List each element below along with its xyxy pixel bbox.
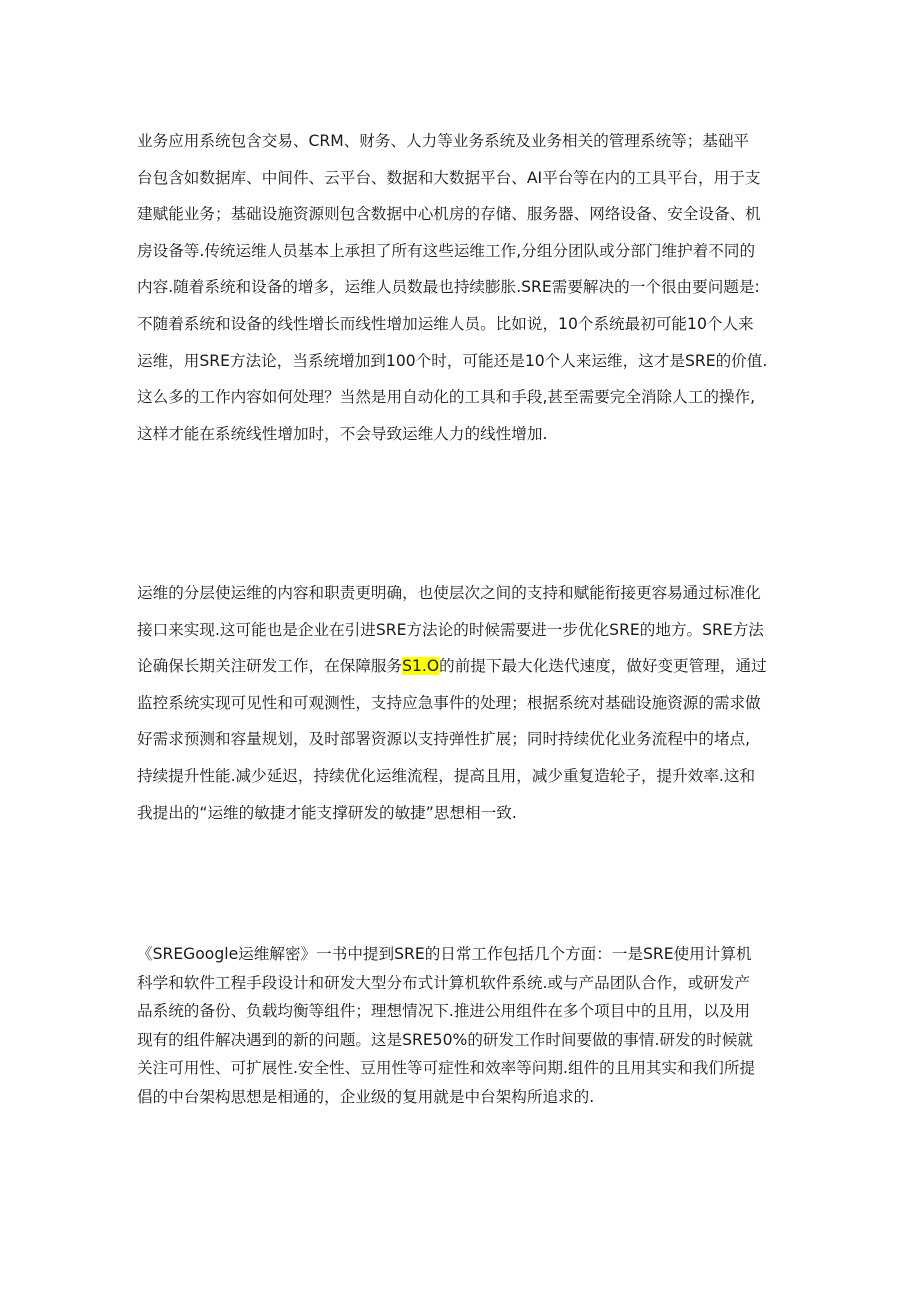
text-line: 这样才能在系统线性增加时，不会导致运维人力的线性增加.	[137, 424, 548, 443]
paragraph-layering	[137, 580, 817, 836]
paragraph-sre-scope	[137, 128, 817, 457]
text-segment: 论确保长期关注研发工作，在保障服务	[137, 657, 403, 676]
text-line: 《SREGoogle运维解密》一书中提到SRE的日常工作包括几个方面：一是SRE使用计算机	[137, 945, 752, 963]
text-line: 科学和软件工程手段设计和研发大型分布式计算机软件系统.或与产品团队合作，或研发产	[137, 973, 751, 992]
text-line: 业务应用系统包含交易、CRM、财务、人力等业务系统及业务相关的管理系统等；基础平	[137, 132, 750, 150]
text-line: 接口来实现.这可能也是企业在引进SRE方法论的时候需要进一步优化SRE的地方。SRE方法	[137, 620, 764, 639]
text-line: 监控系统实现可见性和可观测性，支持应急事件的处理；根据系统对基础设施资源的需求做	[137, 693, 761, 712]
text-line: 品系统的备份、负载均衡等组件；理想情况下.推进公用组件在多个项目中的且用，以及用	[137, 1002, 751, 1021]
text-line	[137, 653, 817, 690]
text-line: 房设备等.传统运维人员基本上承担了所有这些运维工作,分组分团队或分部门维护着不同的	[137, 241, 756, 260]
text-line: 倡的中台架构思想是相通的，企业级的复用就是中台架构所追求的.	[137, 1087, 595, 1106]
text-line: 内容.随着系统和设备的增多，运维人员数最也持续膨胀.SRE需要解决的一个很由要问题是:	[137, 278, 760, 297]
text-line: 台包含如数据库、中间件、云平台、数据和大数据平台、AI平台等在内的工具平台，用于支	[137, 168, 761, 187]
text-line: 现有的组件解决遇到的新的问题。这是SRE50%的研发工作时间要做的事情.研发的时候就	[137, 1030, 753, 1049]
text-line: 我提出的“运维的敏捷才能支撑研发的敏捷”思想相一致.	[137, 803, 517, 822]
paragraph-google-sre	[137, 942, 817, 1114]
text-segment: 的前提下最大化迭代速度，做好变更管理，通过	[439, 657, 767, 676]
text-line: 不随着系统和设备的线性增长而线性增加运维人员。比如说，10个系统最初可能10个人来	[137, 314, 754, 333]
highlighted-text: S1.O	[402, 657, 440, 676]
text-line: 运维，用SRE方法论，当系统增加到100个时，可能还是10个人来运维，这才是SRE的价值.	[137, 351, 768, 370]
text-line: 这么多的工作内容如何处理？当然是用自动化的工具和手段,甚至需要完全消除人工的操作,	[137, 388, 756, 407]
text-line: 好需求预测和容量规划，及时部署资源以支持弹性扩展；同时持续优化业务流程中的堵点,	[137, 730, 751, 749]
text-line: 运维的分层使运维的内容和职责更明确，也使层次之间的支持和赋能衔接更容易通过标准化	[137, 584, 761, 602]
text-line: 建赋能业务；基础设施资源则包含数据中心机房的存储、服务器、网络设备、安全设备、机	[137, 205, 761, 224]
text-line: 持续提升性能.减少延迟，持续优化运维流程，提高且用，减少重复造轮子，提升效率.这和	[137, 766, 756, 785]
text-line: 关注可用性、可扩展性.安全性、豆用性等可症性和效率等问期.组件的且用其实和我们所提	[137, 1059, 756, 1078]
